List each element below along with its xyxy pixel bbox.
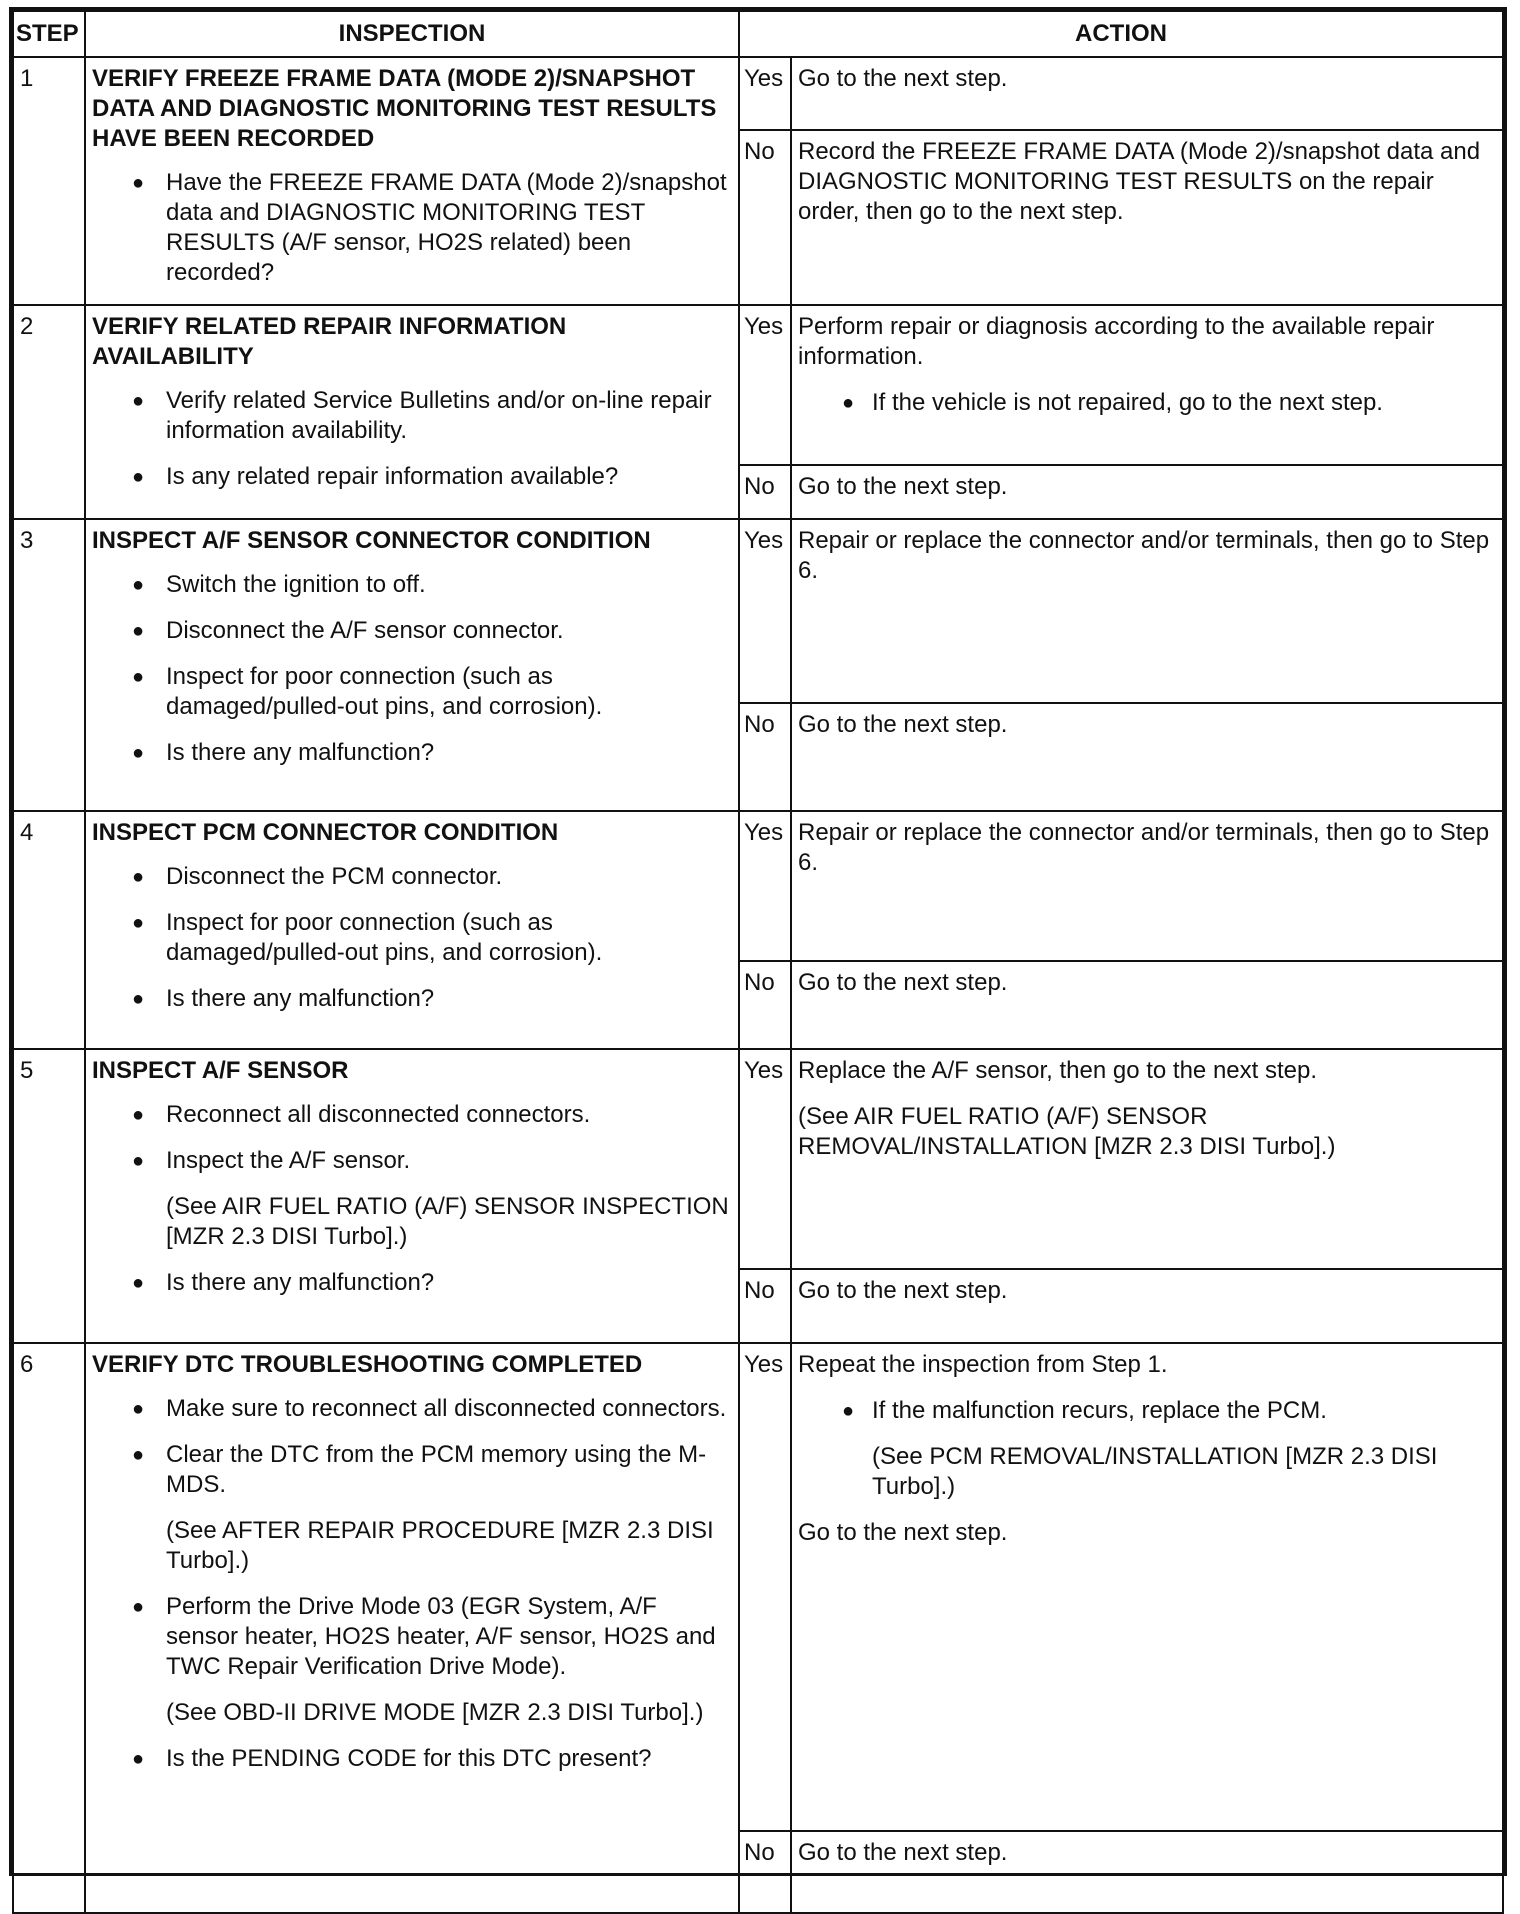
action-cell [791, 1269, 1503, 1343]
inspection-bullet: ● Disconnect the PCM connector. [92, 862, 732, 892]
step-5-yes-row [13, 1049, 1503, 1269]
action-column-header: ACTION [739, 11, 1503, 57]
inspection-bullet: ● Switch the ignition to off. [92, 570, 732, 600]
action-reference: (See PCM REMOVAL/INSTALLATION [MZR 2.3 DISI Turbo].) [872, 1443, 1438, 1500]
no-label: No [739, 1269, 791, 1343]
action-text: Record the FREEZE FRAME DATA (Mode 2)/snapshot data and DIAGNOSTIC MONITORING TEST RESULTS on the repair order, then go to the next step. [798, 137, 1481, 225]
inspection-title: VERIFY RELATED REPAIR INFORMATION AVAILABILITY [92, 313, 567, 370]
no-label: No [739, 130, 791, 305]
step-3-yes-row [13, 519, 1503, 703]
step-6-yes-row [13, 1343, 1503, 1831]
step-2-yes-row [13, 305, 1503, 465]
step-number: 6 [13, 1343, 85, 1913]
yes-label: Yes [739, 305, 791, 465]
step-number: 5 [13, 1049, 85, 1343]
action-reference: (See AIR FUEL RATIO (A/F) SENSOR REMOVAL/INSTALLATION [MZR 2.3 DISI Turbo].) [798, 1103, 1336, 1160]
no-label: No [739, 961, 791, 1049]
inspection-column-header: INSPECTION [85, 11, 739, 57]
step-number: 2 [13, 305, 85, 519]
diagnostic-procedure-table [9, 7, 1507, 1876]
inspection-bullet: ● Perform the Drive Mode 03 (EGR System, A/F sensor heater, HO2S heater, A/F sensor, HO2S and TWC Repair Verification Drive Mode). [92, 1592, 732, 1682]
inspection-bullet: ● Is there any malfunction? [92, 1268, 732, 1298]
action-cell [791, 305, 1503, 465]
action-text: Go to the next step. [798, 473, 1008, 500]
inspection-bullet: ● Reconnect all disconnected connectors. [92, 1100, 732, 1130]
inspection-bullet: ● Is the PENDING CODE for this DTC present? [92, 1744, 732, 1774]
action-text: Go to the next step. [798, 65, 1008, 92]
action-bullet: ● If the vehicle is not repaired, go to the next step. [798, 388, 1496, 418]
yes-label: Yes [739, 57, 791, 130]
action-cell [791, 57, 1503, 130]
inspection-title: INSPECT PCM CONNECTOR CONDITION [92, 819, 559, 846]
action-text: Replace the A/F sensor, then go to the next step. [798, 1057, 1317, 1084]
inspection-bullet: ● Inspect for poor connection (such as damaged/pulled-out pins, and corrosion). [92, 908, 732, 968]
inspection-bullet: ● Verify related Service Bulletins and/or on-line repair information availability. [92, 386, 732, 446]
inspection-title: INSPECT A/F SENSOR [92, 1057, 349, 1084]
inspection-bullet: ● Is there any malfunction? [92, 984, 732, 1014]
action-cell [791, 961, 1503, 1049]
action-text: Go to the next step. [798, 1277, 1008, 1304]
action-text: Go to the next step. [798, 1839, 1008, 1866]
inspection-bullet: ● Disconnect the A/F sensor connector. [92, 616, 732, 646]
reference-note: (See AFTER REPAIR PROCEDURE [MZR 2.3 DISI Turbo].) [166, 1517, 714, 1574]
yes-label: Yes [739, 519, 791, 703]
inspection-bullet: ● Clear the DTC from the PCM memory using the M-MDS. [92, 1440, 732, 1500]
action-cell [791, 1049, 1503, 1269]
action-text: Go to the next step. [798, 1519, 1008, 1546]
inspection-cell [85, 57, 739, 305]
inspection-cell [85, 519, 739, 811]
inspection-title: VERIFY FREEZE FRAME DATA (MODE 2)/SNAPSHOT DATA AND DIAGNOSTIC MONITORING TEST RESULTS HAVE BEEN RECORDED [92, 65, 717, 152]
step-1-yes-row [13, 57, 1503, 130]
action-cell [791, 1831, 1503, 1913]
inspection-cell [85, 1049, 739, 1343]
yes-label: Yes [739, 1343, 791, 1831]
inspection-bullet: ● Have the FREEZE FRAME DATA (Mode 2)/snapshot data and DIAGNOSTIC MONITORING TEST RESULTS (A/F sensor, HO2S related) been recorded? [92, 168, 732, 288]
inspection-title: INSPECT A/F SENSOR CONNECTOR CONDITION [92, 527, 651, 554]
reference-note: (See OBD-II DRIVE MODE [MZR 2.3 DISI Turbo].) [166, 1699, 704, 1726]
step-number: 4 [13, 811, 85, 1049]
inspection-bullet: ● Is there any malfunction? [92, 738, 732, 768]
step-number: 3 [13, 519, 85, 811]
reference-note: (See AIR FUEL RATIO (A/F) SENSOR INSPECTION [MZR 2.3 DISI Turbo].) [166, 1193, 729, 1250]
no-label: No [739, 1831, 791, 1913]
no-label: No [739, 465, 791, 519]
action-cell [791, 465, 1503, 519]
step-column-header: STEP [13, 11, 85, 57]
action-text: Repeat the inspection from Step 1. [798, 1351, 1168, 1378]
step-4-yes-row [13, 811, 1503, 961]
step-number: 1 [13, 57, 85, 305]
action-cell [791, 811, 1503, 961]
inspection-cell [85, 1343, 739, 1913]
inspection-cell [85, 811, 739, 1049]
no-label: No [739, 703, 791, 811]
action-cell [791, 703, 1503, 811]
action-cell [791, 130, 1503, 305]
inspection-table [12, 10, 1504, 1914]
action-text: Repair or replace the connector and/or terminals, then go to Step 6. [798, 527, 1490, 584]
inspection-cell [85, 305, 739, 519]
action-cell [791, 1343, 1503, 1831]
action-cell [791, 519, 1503, 703]
inspection-bullet: ● Is any related repair information available? [92, 462, 732, 492]
action-text: Perform repair or diagnosis according to the available repair information. [798, 313, 1435, 370]
inspection-bullet: ● Inspect the A/F sensor. [92, 1146, 732, 1176]
action-text: Go to the next step. [798, 969, 1008, 996]
action-text: Go to the next step. [798, 711, 1008, 738]
action-bullet: ● If the malfunction recurs, replace the PCM. [798, 1396, 1496, 1426]
header-row [13, 11, 1503, 57]
action-text: Repair or replace the connector and/or terminals, then go to Step 6. [798, 819, 1490, 876]
yes-label: Yes [739, 1049, 791, 1269]
yes-label: Yes [739, 811, 791, 961]
inspection-title: VERIFY DTC TROUBLESHOOTING COMPLETED [92, 1351, 643, 1378]
inspection-bullet: ● Make sure to reconnect all disconnected connectors. [92, 1394, 732, 1424]
inspection-bullet: ● Inspect for poor connection (such as damaged/pulled-out pins, and corrosion). [92, 662, 732, 722]
